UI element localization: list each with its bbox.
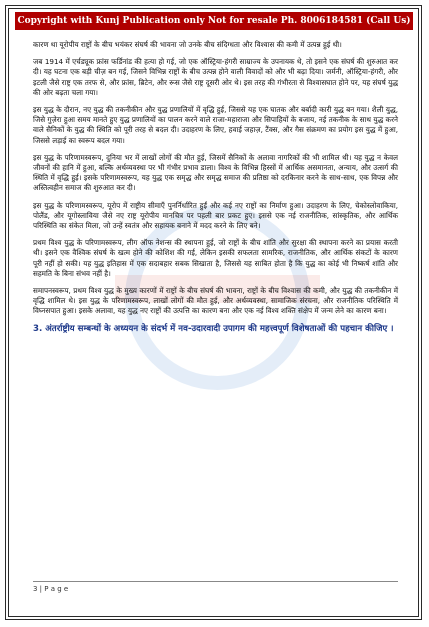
page-number: 3 | P a g e (33, 585, 69, 593)
paragraph-6: प्रथम विश्व युद्ध के परिणामस्वरूप, लीग ऑफ नेशन्स की स्थापना हुई, जो राष्ट्रों के बीच शांति और सुरक्षा की स्थापना करने का प्रयास करती थी। इसने एक वैश्विक संघर्ष के खत्म होने की कोशिश की गई, लेकिन इसकी सफलता सामरिक, राजनीतिक, और आर्थिक संकटों के कारण पूरी नहीं हो सकी। यह युद्ध इतिहास में एक सदाबहार सबक सिखाता है, जिससे यह साबित होता है कि युद्ध का कोई भी निष्कर्ष शांति और सहमति के बिना संभव नहीं है। (33, 238, 398, 278)
copyright-header: Copyright with Kunj Publication only Not for resale Ph. 8006184581 (Call Us) (15, 12, 413, 30)
paragraph-7: समापनस्वरूप, प्रथम विश्व युद्ध के मुख्य कारणों में राष्ट्रों के बीच संघर्ष की भावना, राष्ट्रों के बीच विश्वास की कमी, और युद्ध की तकनीकीन में वृद्धि शामिल थे। इस युद्ध के परिणामस्वरूप, लाखों लोगों की मौत हुई, और अर्थव्यवस्था, सामाजिक संरचना, और राजनीतिक परिस्थिति में विघ्नसपात हुआ। इसके अलावा, यह युद्ध नए राष्ट्रों की उत्पत्ति का कारण बना और एक नई विश्व शक्ति संक्षेप में जन्म लेने का कारण बना। (33, 286, 398, 316)
footer-divider (33, 581, 398, 582)
question-heading: 3. अंतर्राष्ट्रीय सम्बन्धों के अध्ययन के संदर्भ में नव-उदारवादी उपागम की महत्त्वपूर्ण विशेषताओं की पहचान कीजिए । (33, 323, 394, 334)
paragraph-1: कारण था यूरोपीय राष्ट्रों के बीच भयंकर संघर्ष की भावना जो उनके बीच संदिग्धता और विश्वास की कमी में उत्पन्न हुई थी। (33, 40, 342, 49)
paragraph-3: इस युद्ध के दौरान, नए युद्ध की तकनीकीन और युद्ध प्रणालियों में वृद्धि हुई, जिससे यह एक घातक और बर्बादी कारी युद्ध बन गया। शैली युद्ध, जिसे गुज़ेरा हुआ समय मानते हुए युद्ध प्रणालियों का पालन करने वाले राजा-महाराजा और सिपाहियों के बजाय, नई तकनीक के साथ युद्ध करने वाले सैनिकों के युद्ध की स्थिति को पूरी तरह से बदल दी। उदाहरण के लिए, हवाई जहाज़, टैंक्स, और गैस संक्रमण का प्रयोग इस युद्ध में हुआ, जिससे लड़ाई का स्वरूप बदल गया। (33, 105, 398, 145)
paragraph-4: इस युद्ध के परिणामस्वरूप, दुनिया भर में लाखों लोगों की मौत हुई, जिसमें सैनिकों के अलावा नागरिकों की भी शामिल थी। यह युद्ध न केवल जीवनों की हानि में हुआ, बल्कि अर्थव्यवस्था पर भी गंभीर प्रभाव डाला। विश्व के विभिन्न हिस्सों में आर्थिक असमानता, अन्याय, और उत्सर्ग की स्थिति में वृद्धि हुई। इसके परिणामस्वरूप, यह युद्ध एक समृद्ध और समृद्ध समाज की प्रतिष्ठा को दरकिनार करने के साथ-साथ, एक विपन्न और अस्तित्वहीन समाज की शुरुआत कर दी। (33, 152, 398, 193)
document-body (33, 40, 398, 342)
paragraph-2: जब 1914 में एर्चड्यूक फ्रांस फर्डिनांड की हत्या हो गई, जो एक ऑस्ट्रिया-हंगरी साम्राज्य के उपनायक थे, तो इसने एक संघर्ष की शुरुआत कर दी। यह घटना एक बड़ी चीज़ बन गई, जिसने विभिन्न राष्ट्रों के बीच उत्पन्न होने वाली विवादों को और भी बढ़ा दिया। जर्मनी, ऑस्ट्रिया-हंगरी, और इटली जैसे राष्ट्र एक तरफ से, और फ्रांस, ब्रिटेन, और रूस जैसे राष्ट्र दूसरी ओर थे। इस तरह की गंभीरता से विश्वासघात होने पर, यह संघर्ष युद्ध की ओर बढ़ता चला गया। (33, 57, 398, 97)
paragraph-5: इस युद्ध के परिणामस्वरूप, यूरोप में राष्ट्रीय सीमाएँ पुनर्निर्धारित हुईं और कई नए राष्ट्रों का निर्माण हुआ। उदाहरण के लिए, चेकोस्लोवाकिया, पोलैंड, और यूगोस्लाविया जैसे नए राष्ट्र यूरोपीय मानचित्र पर पहली बार प्रकट हुए। इससे एक नई राजनीतिक, सांस्कृतिक, और आर्थिक परिस्थिति का संकेत मिला, जो उन्हें स्वतंत्र और सहायक बनाने में मदद करने के लिए बने। (33, 200, 398, 231)
